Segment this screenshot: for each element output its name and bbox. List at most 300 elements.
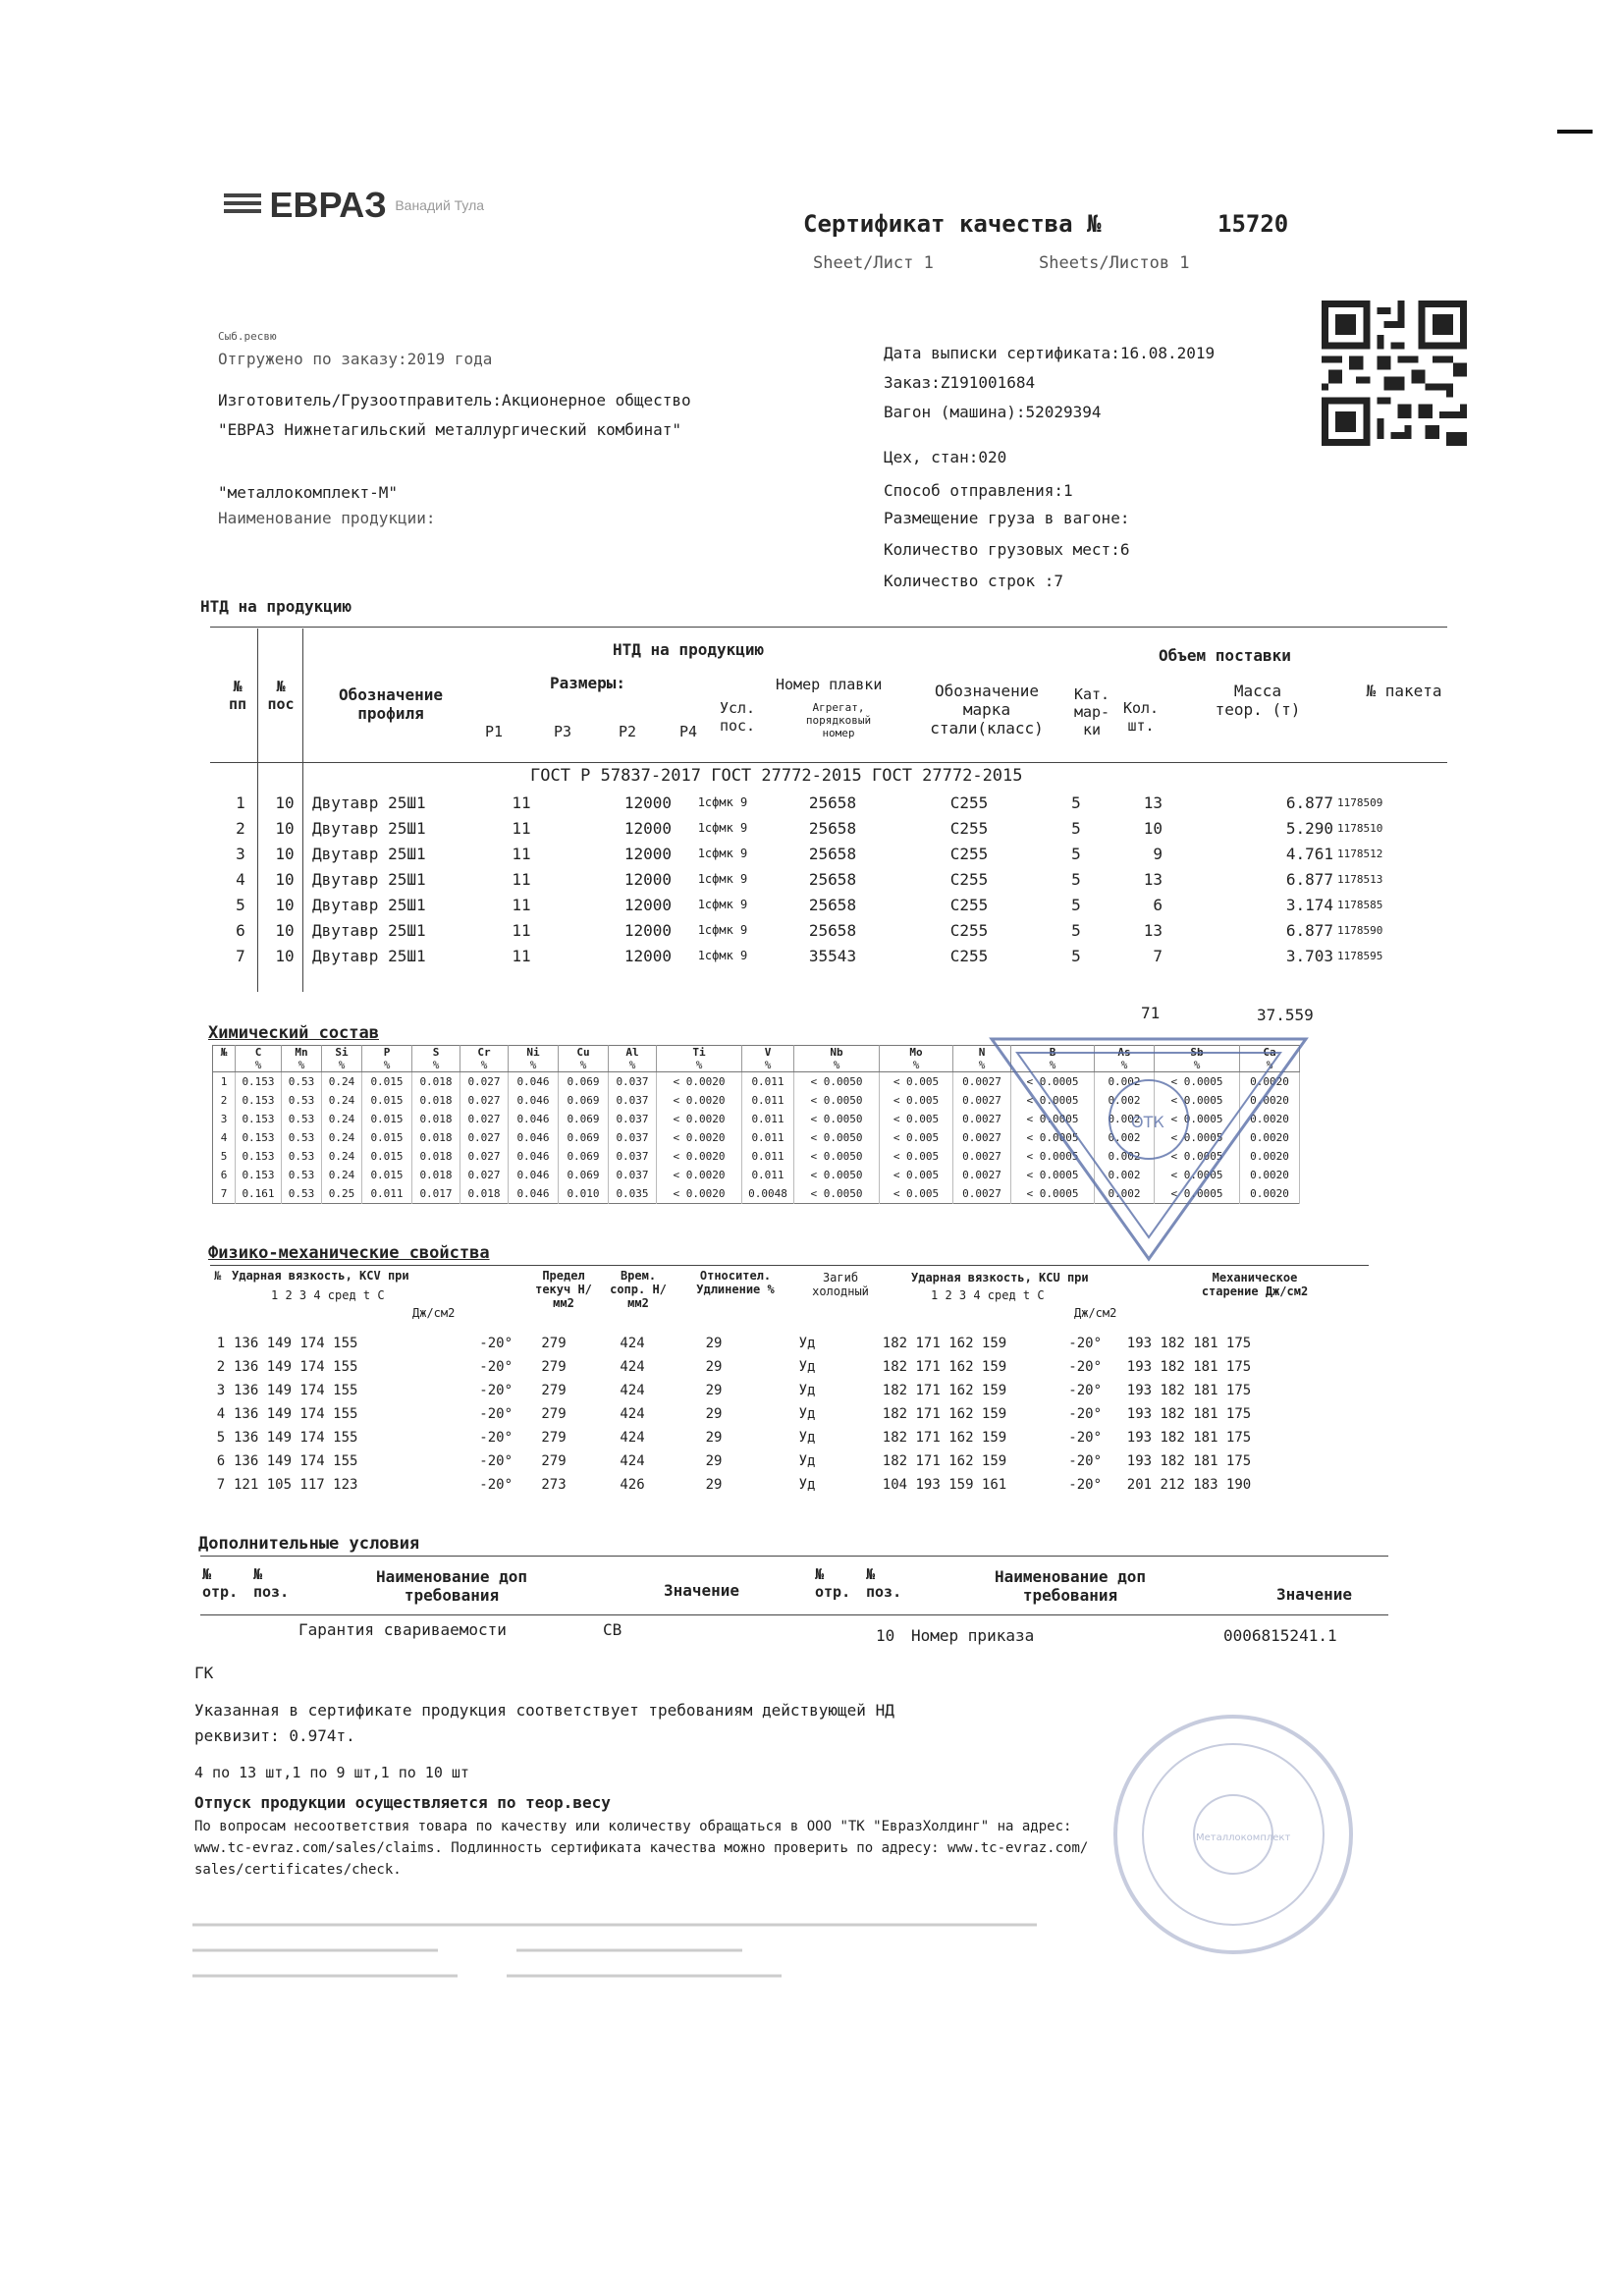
chem-cell: < 0.0005 [1011,1110,1095,1128]
chem-cell: 0.011 [742,1091,794,1110]
chem-title: Химический состав [208,1023,379,1043]
chem-header-cell: Sb [1155,1046,1240,1060]
phys-h-elong: Относител. Удлинение % [696,1269,775,1296]
chem-cell: 0.027 [460,1072,509,1092]
phys-cell-kcv: 136 149 174 155 [234,1336,358,1351]
manufacturer: Изготовитель/Грузоотправитель:Акционерное общество [218,391,691,410]
chem-cell: < 0.0005 [1011,1072,1095,1092]
phys-cell-t2: -20° [1068,1383,1102,1398]
main-cell-grade: С255 [949,844,989,863]
col-header-pack: № пакета [1366,682,1442,700]
extra-right-name: Номер приказа [911,1626,1035,1645]
table-row [210,1426,1274,1449]
phys-cell-t2: -20° [1068,1453,1102,1469]
extra-h-pos: № поз. [253,1565,290,1601]
phys-cell-n: 4 [216,1406,226,1422]
chem-cell: 0.027 [460,1091,509,1110]
main-cell-mass: 5.290 [1285,818,1333,838]
phys-cell-tens: 426 [620,1477,645,1493]
sheets-label: Sheets/Листов 1 [1039,253,1190,273]
phys-h-tensile: Врем. сопр. Н/мм2 [610,1269,667,1310]
phys-cell-tens: 424 [620,1359,645,1375]
chem-cell: < 0.0020 [657,1147,742,1166]
phys-cell-tens: 424 [620,1383,645,1398]
phys-h-impact2: Ударная вязкость, KCU при [911,1271,1089,1285]
chem-cell: 0.24 [322,1110,362,1128]
main-cell-p1: 11 [512,946,531,965]
extra-h-value-2: Значение [1276,1585,1353,1604]
chem-cell: 0.161 [236,1184,282,1204]
main-cell-mass: 3.703 [1285,946,1333,965]
chem-cell: 0.010 [559,1184,609,1204]
chem-cell: 0.037 [609,1110,657,1128]
footer-compliance: Указанная в сертификате продукция соответствует требованиям действующей НД [194,1701,894,1720]
phys-cell-n: 3 [216,1383,226,1398]
chem-cell: 0.53 [282,1166,322,1184]
chem-cell: < 0.0020 [657,1166,742,1184]
phys-cell-tens: 424 [620,1430,645,1446]
main-cell-pos: 10 [275,895,295,914]
table-row [222,866,1447,892]
chem-cell: < 0.0005 [1155,1072,1240,1092]
main-cell-cat: 5 [1071,844,1081,863]
chem-cell: 0.015 [362,1072,412,1092]
col-header-profile: Обозначение профиля [339,685,443,723]
main-cell-qty: 13 [1143,869,1163,889]
chem-cell: 0.018 [412,1110,460,1128]
table-row [222,790,1447,815]
table-row [210,1355,1274,1379]
chem-header-cell: Cu [559,1046,609,1060]
phys-cell-bend: Уд [798,1359,816,1375]
chem-unit-cell: % [609,1059,657,1072]
chem-cell: 0.153 [236,1147,282,1166]
phys-cell-el: 29 [705,1383,723,1398]
phys-cell-el: 29 [705,1430,723,1446]
phys-cell-el: 29 [705,1359,723,1375]
chem-cell: 0.153 [236,1166,282,1184]
chem-cell: < 0.005 [880,1147,953,1166]
table-row [222,892,1447,917]
phys-cell-t: -20° [479,1383,513,1398]
chem-unit-cell: % [460,1059,509,1072]
phys-table [210,1332,1274,1497]
chem-cell: 0.0020 [1240,1091,1300,1110]
main-cell-p2: 12000 [623,895,672,914]
table-row [210,1473,1274,1497]
phys-cell-yield: 279 [541,1359,567,1375]
chem-cell: 0.0020 [1240,1147,1300,1166]
chem-cell: < 0.0020 [657,1184,742,1204]
chem-cell: 0.037 [609,1128,657,1147]
footer-check-url-end: sales/certificates/check. [194,1862,402,1878]
chem-header-cell: Ca [1240,1046,1300,1060]
main-cell-melt: 25658 [808,920,857,940]
main-cell-pack: 1178509 [1337,795,1383,809]
chem-cell: 0.069 [559,1110,609,1128]
main-table-body [222,790,1447,968]
chem-cell: 0.24 [322,1128,362,1147]
chem-cell: < 0.0020 [657,1110,742,1128]
main-cell-p2: 12000 [623,844,672,863]
extra-h-name-2: Наименование доп требования [994,1567,1147,1605]
main-cell-grade: С255 [949,793,989,812]
chem-cell: 0.24 [322,1147,362,1166]
chem-unit-cell: % [953,1059,1011,1072]
manufacturer-name: "ЕВРАЗ Нижнетагильский металлургический комбинат" [218,420,682,439]
main-cell-cat: 5 [1071,920,1081,940]
main-cell-mass: 6.877 [1285,869,1333,889]
phys-cell-yield: 279 [541,1383,567,1398]
col-header-pos: № пос [267,678,295,713]
main-cell-n: 4 [236,869,245,889]
main-table-header-rule [210,762,1447,763]
main-cell-profile: Двутавр 25Ш1 [312,869,426,889]
footer-release: Отпуск продукции осуществляется по теор.весу [194,1793,611,1812]
chem-cell: 0.018 [412,1147,460,1166]
extra-left-value: СВ [603,1620,622,1639]
extra-h-name: Наименование доп требования [375,1567,528,1605]
chem-cell: 0.037 [609,1147,657,1166]
table-row [222,841,1447,866]
total-qty: 71 [1141,1004,1161,1022]
chem-cell: < 0.005 [880,1091,953,1110]
main-cell-p1: 11 [512,793,531,812]
otk-stamp-text: ОТК [1131,1113,1164,1131]
main-cell-pack: 1178512 [1337,847,1383,860]
phys-h-impact: Ударная вязкость, KCV при [232,1269,409,1283]
main-cell-p2: 12000 [623,920,672,940]
chem-cell: 0.035 [609,1184,657,1204]
chem-cell: 0.25 [322,1184,362,1204]
main-cell-qty: 7 [1153,946,1163,965]
main-cell-grade: С255 [949,920,989,940]
chem-cell: < 0.0005 [1155,1091,1240,1110]
chem-unit-cell: % [1011,1059,1095,1072]
phys-h-num: № [214,1269,222,1283]
main-cell-p2: 12000 [623,869,672,889]
chem-cell: 0.015 [362,1091,412,1110]
chem-unit-cell: % [1240,1059,1300,1072]
chem-header-cell: P [362,1046,412,1060]
small-code: Сыб.ресвю [218,330,277,343]
chem-cell: 0.046 [509,1166,559,1184]
chem-unit-cell: % [236,1059,282,1072]
chem-cell: 0.046 [509,1072,559,1092]
chem-cell: 0.037 [609,1072,657,1092]
chem-unit-cell: % [362,1059,412,1072]
extra-left-name: Гарантия свариваемости [298,1620,507,1639]
chem-cell: 0.027 [460,1147,509,1166]
phys-cell-t2: -20° [1068,1336,1102,1351]
table-row [222,917,1447,943]
phys-cell-age: 193 182 181 175 [1126,1336,1252,1351]
main-cell-grade: С255 [949,869,989,889]
chem-cell: 0.017 [412,1184,460,1204]
main-cell-p1: 11 [512,920,531,940]
phys-h-impact-unit: Дж/см2 [412,1306,456,1320]
main-cell-melt: 35543 [808,946,857,965]
chem-cell: 0.0048 [742,1184,794,1204]
phys-title: Физико-механические свойства [208,1243,490,1263]
chem-cell: 0.24 [322,1166,362,1184]
chem-cell: < 0.0005 [1155,1128,1240,1147]
chem-cell: 0.046 [509,1110,559,1128]
chem-unit-cell [213,1059,236,1072]
main-cell-profile: Двутавр 25Ш1 [312,946,426,965]
phys-cell-kcv: 121 105 117 123 [234,1477,358,1493]
main-cell-p1: 11 [512,895,531,914]
chem-cell: 0.53 [282,1072,322,1092]
chem-cell: 0.027 [460,1166,509,1184]
row-count: Количество строк :7 [884,572,1064,590]
col-header-grade: Обозначение марка стали(класс) [930,682,1044,738]
chem-cell: 0.011 [742,1072,794,1092]
chem-header-cell: Si [322,1046,362,1060]
phys-cell-bend: Уд [798,1430,816,1446]
phys-cell-bend: Уд [798,1453,816,1469]
phys-cell-kcv: 136 149 174 155 [234,1430,358,1446]
main-cell-cat: 5 [1071,895,1081,914]
chem-cell: 0.011 [742,1128,794,1147]
phys-cell-bend: Уд [798,1383,816,1398]
chem-unit-cell: % [322,1059,362,1072]
phys-cell-kcu: 104 193 159 161 [882,1477,1007,1493]
phys-cell-bend: Уд [798,1406,816,1422]
phys-cell-bend: Уд [798,1477,816,1493]
chem-cell: < 0.0005 [1011,1184,1095,1204]
gost-line: ГОСТ Р 57837-2017 ГОСТ 27772-2015 ГОСТ 27772-2015 [530,766,1023,786]
cargo-placement: Размещение груза в вагоне: [884,509,1130,527]
main-cell-pack: 1178585 [1337,898,1383,911]
chem-cell: 0.0020 [1240,1072,1300,1092]
phys-cell-yield: 273 [541,1477,567,1493]
chem-cell: 0.015 [362,1147,412,1166]
main-cell-pack: 1178513 [1337,872,1383,886]
extra-h-value: Значение [664,1581,740,1600]
phys-cell-tens: 424 [620,1453,645,1469]
phys-cell-t2: -20° [1068,1406,1102,1422]
chem-cell: 0.027 [460,1110,509,1128]
chem-cell: 0.069 [559,1166,609,1184]
main-cell-cond: 1сфмк 9 [697,821,748,835]
main-cell-profile: Двутавр 25Ш1 [312,818,426,838]
chem-cell: 0.0027 [953,1091,1011,1110]
main-cell-pos: 10 [275,946,295,965]
phys-cell-kcv: 136 149 174 155 [234,1383,358,1398]
main-cell-n: 1 [236,793,245,812]
chem-cell: 0.015 [362,1128,412,1147]
main-cell-profile: Двутавр 25Ш1 [312,920,426,940]
corner-mark [1557,130,1593,134]
main-cell-p1: 11 [512,818,531,838]
chem-cell: 0.53 [282,1128,322,1147]
main-cell-melt: 25658 [808,818,857,838]
chem-cell: 0.011 [742,1147,794,1166]
chem-cell: 0.0020 [1240,1166,1300,1184]
chem-header-cell: N [953,1046,1011,1060]
phys-h-yield: Предел текуч Н/мм2 [535,1269,592,1310]
chem-cell: < 0.005 [880,1128,953,1147]
phys-cell-age: 193 182 181 175 [1126,1406,1252,1422]
chem-header-cell: Ni [509,1046,559,1060]
main-cell-n: 3 [236,844,245,863]
phys-cell-kcu: 182 171 162 159 [882,1383,1007,1398]
extra-header-rule [200,1614,1388,1615]
main-cell-cond: 1сфмк 9 [697,795,748,809]
phys-cell-yield: 279 [541,1336,567,1351]
chem-header-cell: B [1011,1046,1095,1060]
extra-right-value: 0006815241.1 [1223,1626,1337,1645]
phys-h-impact-sub: 1 2 3 4 сред t C [271,1288,385,1302]
order-number: Заказ:Z191001684 [884,373,1036,392]
main-cell-p2: 12000 [623,793,672,812]
phys-cell-yield: 279 [541,1406,567,1422]
col-header-num: № пп [228,678,247,713]
chem-unit-cell: % [1095,1059,1155,1072]
chem-cell: 0.018 [412,1128,460,1147]
phys-cell-t2: -20° [1068,1430,1102,1446]
chem-unit-cell: % [412,1059,460,1072]
main-cell-mass: 4.761 [1285,844,1333,863]
chem-cell: < 0.0005 [1155,1184,1240,1204]
round-stamp [1106,1707,1361,1966]
main-cell-grade: С255 [949,895,989,914]
consignee: "металлокомплект-М" [218,483,399,502]
phys-h-aging: Механическое старение Дж/см2 [1201,1271,1309,1298]
chem-cell: 0.0020 [1240,1128,1300,1147]
main-cell-melt: 25658 [808,869,857,889]
main-cell-grade: С255 [949,818,989,838]
phys-cell-age: 193 182 181 175 [1126,1430,1252,1446]
phys-cell-el: 29 [705,1406,723,1422]
chem-cell: < 0.0050 [794,1072,880,1092]
chem-cell: < 0.0005 [1011,1166,1095,1184]
main-table-top-rule [210,627,1447,628]
main-cell-cat: 5 [1071,869,1081,889]
main-cell-profile: Двутавр 25Ш1 [312,895,426,914]
col-header-cond: Усл. пос. [719,699,756,735]
chem-cell: 0.002 [1095,1166,1155,1184]
chem-cell: 0.011 [742,1166,794,1184]
main-cell-pos: 10 [275,920,295,940]
chem-cell: 0.046 [509,1147,559,1166]
extra-h-pos-2: № поз. [866,1565,902,1601]
col-header-p3: P3 [554,723,572,740]
table-row [210,1332,1274,1355]
chem-cell: < 0.0050 [794,1128,880,1147]
table-row [210,1379,1274,1402]
phys-cell-el: 29 [705,1336,723,1351]
shop: Цех, стан:020 [884,448,1007,466]
phys-cell-kcv: 136 149 174 155 [234,1453,358,1469]
chem-unit-cell: % [794,1059,880,1072]
phys-cell-n: 7 [216,1477,226,1493]
col-header-p2: P2 [619,723,637,740]
main-cell-n: 2 [236,818,245,838]
chem-cell: < 0.0005 [1011,1128,1095,1147]
product-name-label: Наименование продукции: [218,509,436,527]
chem-cell: 0.018 [412,1072,460,1092]
chem-cell: 0.002 [1095,1091,1155,1110]
chem-cell: < 0.0005 [1155,1147,1240,1166]
chem-cell: 0.046 [509,1091,559,1110]
main-cell-profile: Двутавр 25Ш1 [312,844,426,863]
wagon-number: Вагон (машина):52029394 [884,403,1102,421]
chem-cell: 0.0027 [953,1128,1011,1147]
main-cell-pos: 10 [275,844,295,863]
chem-cell: 3 [213,1110,236,1128]
main-cell-qty: 13 [1143,920,1163,940]
main-cell-pos: 10 [275,869,295,889]
phys-cell-el: 29 [705,1477,723,1493]
main-cell-pos: 10 [275,793,295,812]
main-volume-header: Объем поставки [1159,646,1291,665]
main-cell-mass: 6.877 [1285,793,1333,812]
chem-cell: 0.153 [236,1110,282,1128]
main-cell-melt: 25658 [808,793,857,812]
phys-cell-tens: 424 [620,1336,645,1351]
phys-cell-t: -20° [479,1453,513,1469]
phys-cell-kcv: 136 149 174 155 [234,1406,358,1422]
main-cell-cond: 1сфмк 9 [697,872,748,886]
phys-cell-kcu: 182 171 162 159 [882,1453,1007,1469]
main-cell-mass: 6.877 [1285,920,1333,940]
phys-cell-t2: -20° [1068,1359,1102,1375]
main-cell-p2: 12000 [623,946,672,965]
main-cell-qty: 13 [1143,793,1163,812]
chem-cell: 0.069 [559,1072,609,1092]
logo-text: ЕВРАЗ [269,185,387,225]
col-header-mass: Масса теор. (т) [1215,682,1301,719]
chem-cell: 0.153 [236,1072,282,1092]
chem-cell: 0.015 [362,1110,412,1128]
cargo-places: Количество грузовых мест:6 [884,540,1130,559]
main-cell-qty: 10 [1143,818,1163,838]
phys-cell-yield: 279 [541,1430,567,1446]
main-ntd-header: НТД на продукцию [613,640,765,659]
col-header-p1: P1 [485,723,504,740]
phys-cell-bend: Уд [798,1336,816,1351]
chem-cell: 0.24 [322,1091,362,1110]
chem-header-cell: Al [609,1046,657,1060]
chem-cell: < 0.0020 [657,1128,742,1147]
chem-cell: 0.002 [1095,1110,1155,1128]
footer-pieces: 4 по 13 шт,1 по 9 шт,1 по 10 шт [194,1764,469,1781]
logo-bars-icon [224,191,265,220]
shipping-method: Способ отправления:1 [884,481,1073,500]
phys-cell-t: -20° [479,1406,513,1422]
chem-cell: 5 [213,1147,236,1166]
phys-cell-kcu: 182 171 162 159 [882,1430,1007,1446]
chem-header-cell: Nb [794,1046,880,1060]
phys-cell-kcu: 182 171 162 159 [882,1336,1007,1351]
chem-cell: 6 [213,1166,236,1184]
chem-cell: 0.0027 [953,1110,1011,1128]
chem-cell: 0.53 [282,1091,322,1110]
chem-cell: 0.0020 [1240,1110,1300,1128]
extra-h-num: № отр. [202,1565,239,1601]
phys-cell-n: 5 [216,1430,226,1446]
phys-cell-kcv: 136 149 174 155 [234,1359,358,1375]
extra-title: Дополнительные условия [198,1534,420,1554]
phys-cell-n: 2 [216,1359,226,1375]
certificate-number: 15720 [1217,210,1289,238]
chem-cell: < 0.0005 [1011,1091,1095,1110]
table-row [210,1449,1274,1473]
col-header-qty: Кол. шт. [1122,699,1160,735]
chem-header-cell: V [742,1046,794,1060]
